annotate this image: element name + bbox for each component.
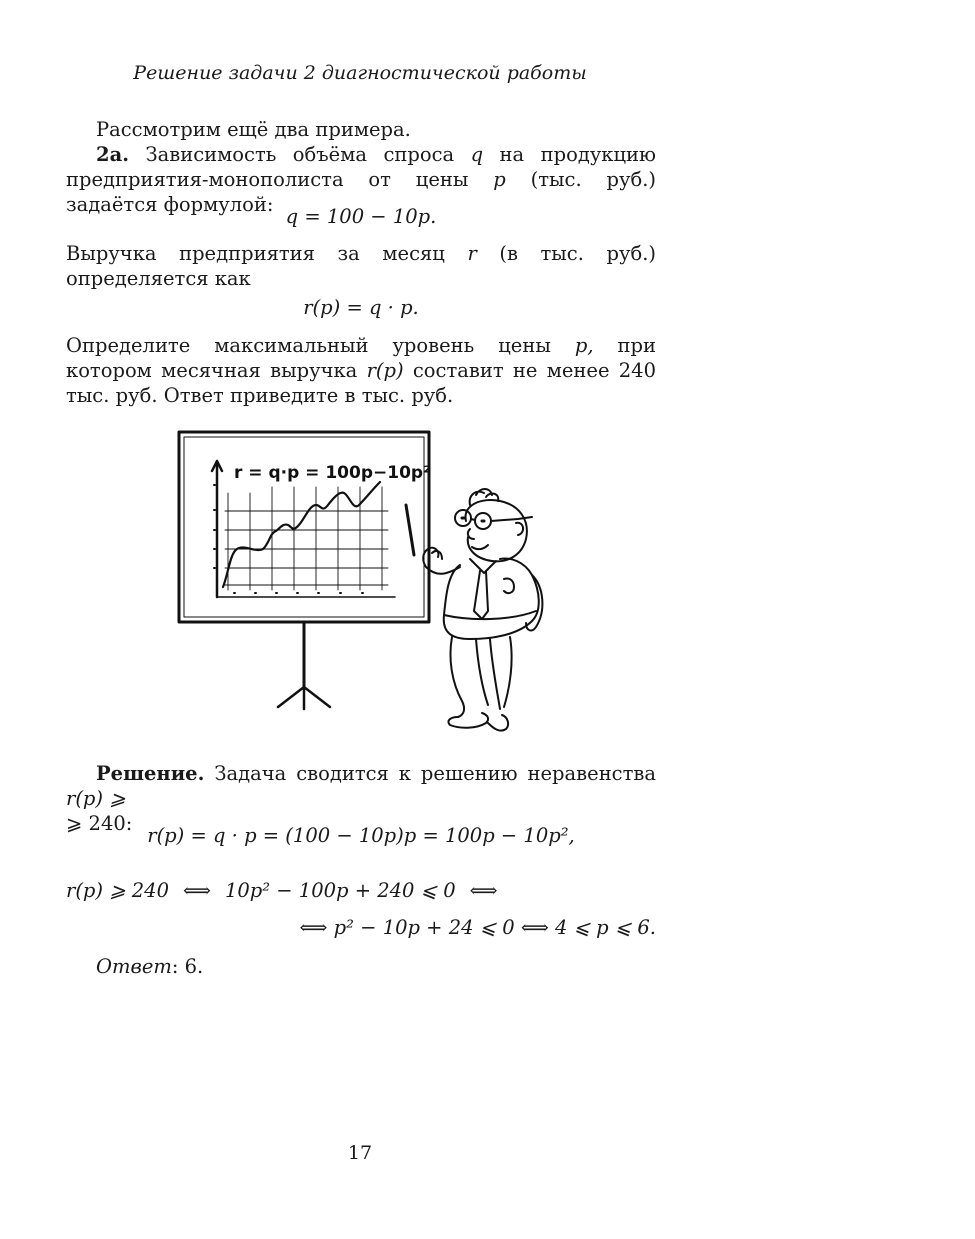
- presenter-illustration: [170, 425, 560, 740]
- solution-text: Задача сводится к решению неравенства: [214, 762, 656, 785]
- question-paragraph: [66, 333, 656, 408]
- problem-var-q: q: [470, 143, 484, 166]
- revenue-var-r: r: [467, 242, 477, 265]
- graph-y-axis: [212, 461, 222, 597]
- problem-text-1: Зависимость объёма спроса: [145, 143, 455, 166]
- problem-text-3: (тыс. руб.) задаётся формулой:: [66, 168, 656, 216]
- page-number: 17: [347, 1142, 373, 1164]
- equation-inequality-line-1: [66, 878, 656, 903]
- question-var-p: p,: [574, 334, 594, 357]
- question-text-1: Определите максимальный уровень цены: [66, 334, 551, 357]
- question-text-2: при котором месячная выручка: [66, 334, 656, 382]
- equation-inequality-line-2: ⟺ p² − 10p + 24 ⩽ 0 ⟺ 4 ⩽ p ⩽ 6.: [299, 916, 656, 939]
- equation-revenue-expanded: r(p) = q · p = (100 − 10p)p = 100p − 10p²,: [147, 824, 575, 847]
- problem-label: 2а.: [96, 143, 129, 166]
- graph-curve: [223, 482, 380, 587]
- answer-line: [66, 954, 656, 979]
- graph-grid: [225, 487, 388, 590]
- question-var-rp: r(p): [366, 359, 404, 382]
- solution-ineq-lhs: r(p) ⩾: [66, 787, 126, 810]
- running-header: Решение задачи 2 диагностической работы: [133, 62, 587, 84]
- revenue-text-2: (в тыс. руб.) определяется как: [66, 242, 657, 290]
- revenue-text-1: Выручка предприятия за месяц: [66, 242, 445, 265]
- question-text-3: составит не менее 240 тыс. руб. Ответ приведите в тыс. руб.: [66, 359, 657, 407]
- eq2-part-c: 10p² − 100p + 240 ⩽ 0: [224, 879, 456, 902]
- intro-paragraph: Рассмотрим ещё два примера.: [96, 118, 411, 141]
- board-formula: r = q·p = 100p−10p²: [234, 463, 431, 483]
- pointer-stick: [406, 505, 414, 555]
- revenue-paragraph: [66, 241, 656, 291]
- formula-revenue: r(p) = q · p.: [303, 296, 419, 319]
- presenter-figure: [423, 489, 542, 731]
- answer-label: Ответ: [96, 955, 172, 978]
- eq2-iff-1: ⟺: [182, 879, 211, 902]
- solution-label: Решение.: [96, 762, 205, 785]
- formula-demand: q = 100 − 10p.: [285, 205, 437, 228]
- problem-var-p: p: [493, 168, 506, 191]
- solution-ineq-rhs: ⩾ 240:: [66, 812, 133, 835]
- problem-text-2: на продукцию предприятия-монополиста от цены: [66, 143, 657, 191]
- eq2-part-a: r(p) ⩾ 240: [66, 879, 169, 902]
- eq2-iff-2: ⟺: [469, 879, 498, 902]
- answer-value: : 6.: [171, 955, 204, 978]
